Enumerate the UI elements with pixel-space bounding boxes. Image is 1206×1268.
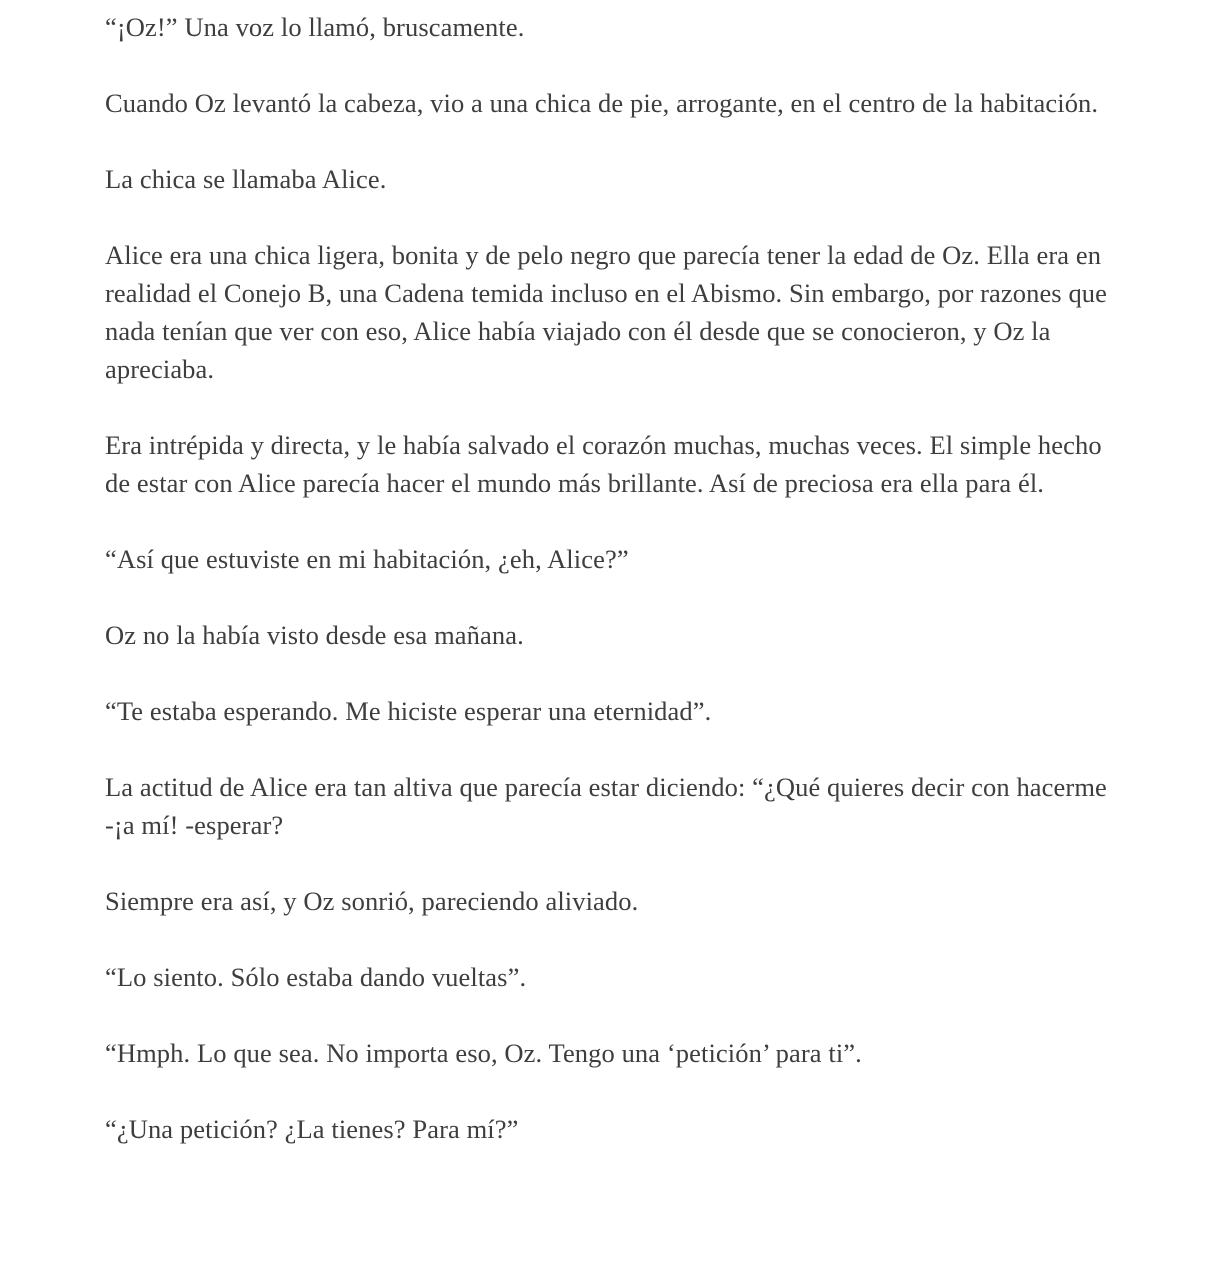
paragraph-12: “Hmph. Lo que sea. No importa eso, Oz. Tengo una ‘petición’ para ti”.	[105, 1038, 862, 1068]
paragraph-11: “Lo siento. Sólo estaba dando vueltas”.	[105, 962, 527, 992]
paragraph-3: La chica se llamaba Alice.	[105, 164, 387, 194]
paragraph-5: Era intrépida y directa, y le había salvado el corazón muchas, muchas veces. El simple hecho de estar con Alice parecía hacer el mundo más brillante. Así de preciosa era ella para él.	[105, 430, 1102, 498]
paragraph-8: “Te estaba esperando. Me hiciste esperar una eternidad”.	[105, 696, 712, 726]
paragraph-13: “¿Una petición? ¿La tienes? Para mí?”	[105, 1114, 519, 1144]
paragraph-2: Cuando Oz levantó la cabeza, vio a una chica de pie, arrogante, en el centro de la habitación.	[105, 88, 1099, 118]
paragraph-9: La actitud de Alice era tan altiva que parecía estar diciendo: “¿Qué quieres decir con hacerme -¡a mí! -esperar?	[105, 772, 1107, 840]
paragraph-7: Oz no la había visto desde esa mañana.	[105, 620, 524, 650]
paragraph-6: “Así que estuviste en mi habitación, ¿eh, Alice?”	[105, 544, 629, 574]
paragraph-1: “¡Oz!” Una voz lo llamó, bruscamente.	[105, 12, 525, 42]
paragraph-4: Alice era una chica ligera, bonita y de pelo negro que parecía tener la edad de Oz. Ella era en realidad el Conejo B, una Cadena temida incluso en el Abismo. Sin embargo, por razones que nada tenían que ver con eso, Alice había viajado con él desde que se conocieron, y Oz la apreciaba.	[105, 240, 1108, 384]
paragraph-10: Siempre era así, y Oz sonrió, pareciendo aliviado.	[105, 886, 639, 916]
article-body	[105, 8, 1115, 1148]
